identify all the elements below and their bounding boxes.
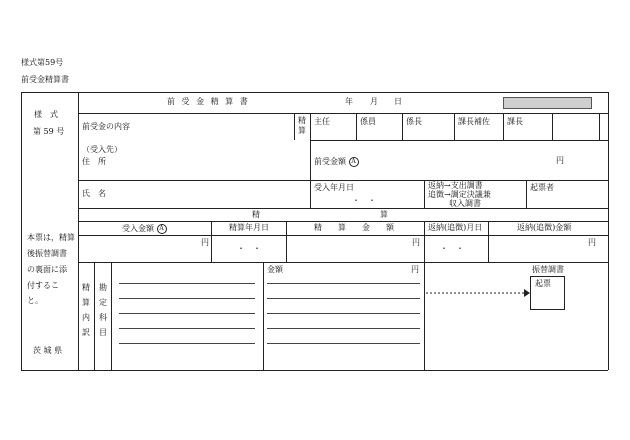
contents-label: 前受金の内容 xyxy=(82,122,130,131)
form-heading: 前 受 金 精 算 書 xyxy=(167,97,250,106)
received-date-dots: ・ ・ xyxy=(352,196,376,205)
side-form-label: 様 式 xyxy=(34,110,58,119)
recipient-label: （受入先） xyxy=(82,145,122,154)
settlement-header: 精 算 xyxy=(252,210,388,219)
approver-shunin: 主任 xyxy=(314,117,330,126)
amount-label: 金額 xyxy=(267,265,283,274)
yen-advance: 円 xyxy=(556,156,564,165)
drafter-label: 起票者 xyxy=(530,183,554,192)
return-date-dots: ・ ・ xyxy=(440,244,464,253)
settle-date-dots: ・ ・ xyxy=(237,244,261,253)
col-settle-amount: 精 算 金 額 xyxy=(314,223,394,232)
approver-kakaricho: 係長 xyxy=(406,117,422,126)
day-label: 日 xyxy=(394,97,402,106)
breakdown-char-1: 精 xyxy=(82,283,90,292)
arrow-right-icon xyxy=(424,288,534,298)
account-char-1: 勘 xyxy=(99,283,107,292)
note-line-3: の裏面に添 xyxy=(27,265,67,274)
received-date-label: 受入年月日 xyxy=(314,183,354,192)
name-label: 氏 名 xyxy=(82,189,106,198)
form-id-box[interactable] xyxy=(503,97,592,109)
return-line-1: 返納→支出調書 xyxy=(428,181,483,190)
note-line-1: 本票は，精算 xyxy=(27,233,75,242)
breakdown-char-4: 訳 xyxy=(82,328,90,337)
note-line-2: 後振替調書 xyxy=(27,249,67,258)
note-line-4: 付するこ xyxy=(27,281,59,290)
prefecture-label: 茨 城 県 xyxy=(33,346,63,355)
note-line-5: と。 xyxy=(27,296,43,305)
advance-amount-label: 前受金額 A xyxy=(314,157,359,167)
form-title: 前受金精算書 xyxy=(21,75,69,84)
breakdown-char-2: 算 xyxy=(82,298,90,307)
col-received: 受入金額 A xyxy=(122,224,167,234)
yen-breakdown: 円 xyxy=(411,265,419,274)
kihyo-label: 起票 xyxy=(535,279,551,288)
circle-a-icon: A xyxy=(349,157,359,167)
account-char-4: 目 xyxy=(99,328,107,337)
yen-settle: 円 xyxy=(412,238,420,247)
return-line-3: 収入調書 xyxy=(449,199,481,208)
month-label: 月 xyxy=(370,97,378,106)
side-form-number: 第 59 号 xyxy=(33,127,65,136)
approver-kacho: 課長 xyxy=(507,117,523,126)
return-line-2: 追徴→調定決議兼 xyxy=(428,190,491,199)
transfer-label: 振替調書 xyxy=(532,265,564,274)
col-return-date: 返納(追徴)月日 xyxy=(428,223,483,232)
col-return-amount: 返納(追徴)金額 xyxy=(517,223,572,232)
circle-a-icon-2: A xyxy=(157,224,167,234)
account-char-2: 定 xyxy=(99,298,107,307)
seisan-label: 精算 xyxy=(298,116,306,135)
yen-received: 円 xyxy=(201,238,209,247)
breakdown-char-3: 内 xyxy=(82,313,90,322)
yen-return: 円 xyxy=(588,238,596,247)
address-label: 住 所 xyxy=(82,157,106,166)
year-label: 年 xyxy=(345,97,353,106)
approver-kakariin: 係員 xyxy=(360,117,376,126)
form-number: 様式第59号 xyxy=(21,58,64,67)
col-settle-date: 精算年月日 xyxy=(229,223,269,232)
approver-kacho-hosa: 課長補佐 xyxy=(458,117,490,126)
account-char-3: 科 xyxy=(99,313,107,322)
